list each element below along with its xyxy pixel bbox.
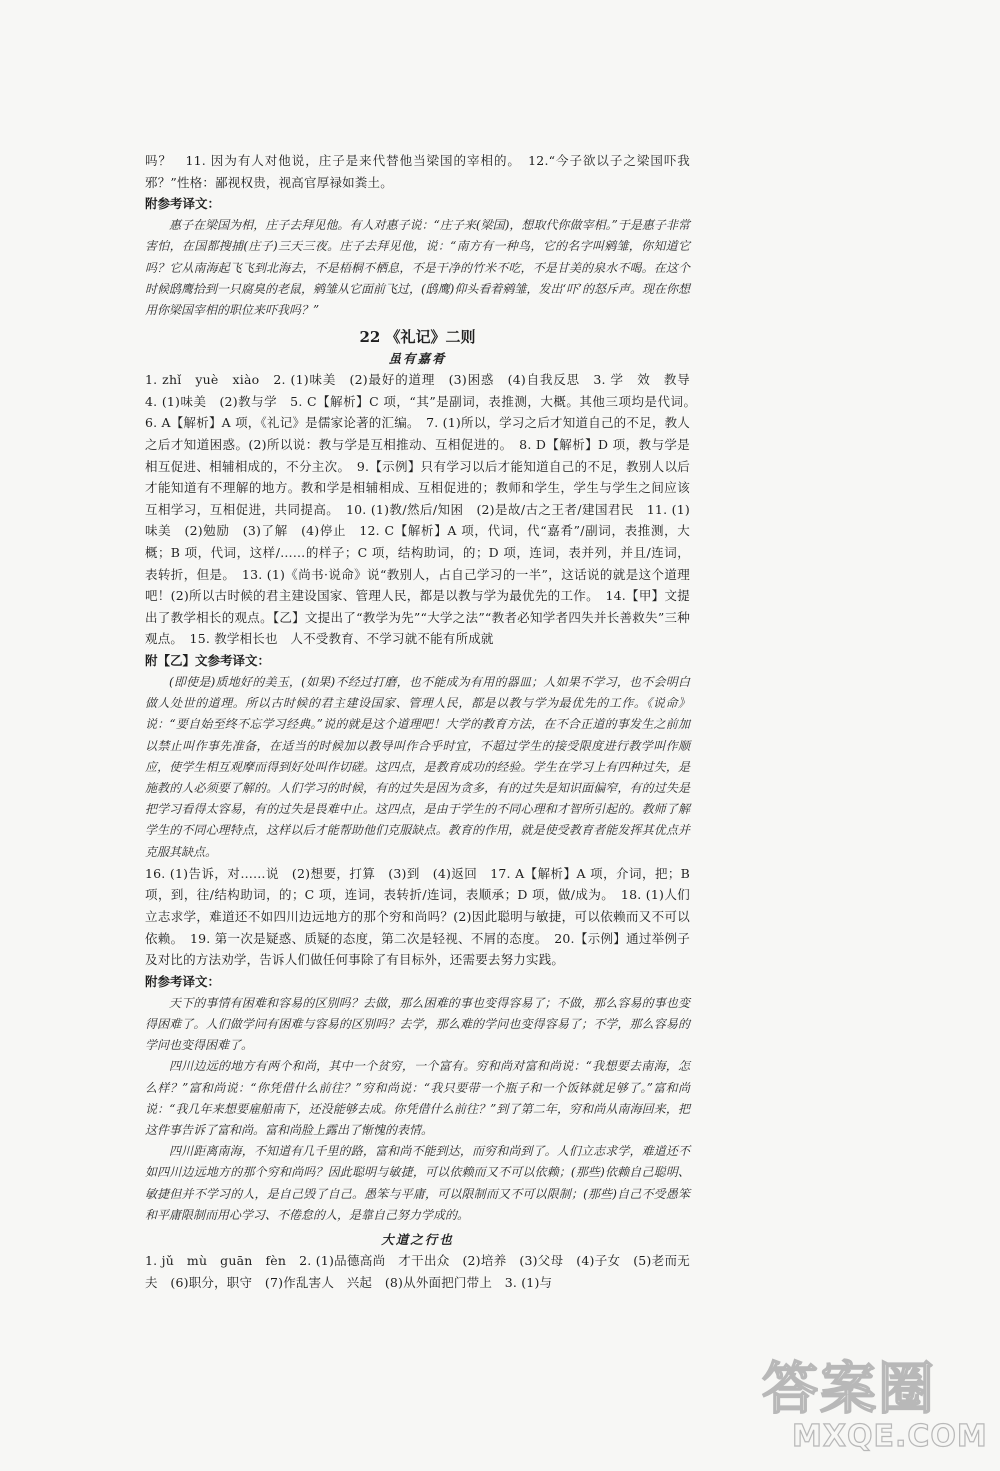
reference-translation-zhuangzi: 惠子在梁国为相，庄子去拜见他。有人对惠子说：“庄子来(梁国)，想取代你做宰相。”于是惠子非常害怕，在国都搜捕(庄子)三天三夜。庄子去拜见他，说：“南方有一种鸟，它的名字叫鹓雏，你知道它吗？它从南海起飞飞到北海去，不是梧桐不栖息，不是干净的竹米不吃，不是甘美的泉水不喝。在这个时候鸱鹰拾到一只腐臭的老鼠，鹓雏从它面前飞过，(鸱鹰)仰头看着鹓雏，发出‘吓’的怒斥声。现在你想用你梁国宰相的职位来吓我吗？”	[145, 218, 690, 317]
section-title-dadao: 大道之行也	[381, 1231, 454, 1247]
watermark-text: 答案圈	[762, 1357, 936, 1422]
reference-translation-label-2: 附参考译文：	[145, 973, 221, 989]
reference-translation-label: 附参考译文：	[145, 196, 221, 212]
watermark-logo	[762, 1345, 988, 1465]
section-title-22: 22 《礼记》二则	[359, 328, 476, 347]
watermark-url: MXQE.COM	[792, 1419, 988, 1454]
reference-translation-para-1: 天下的事情有困难和容易的区别吗？去做，那么困难的事也变得容易了；不做，那么容易的事也变得困难了。人们做学问有困难与容易的区别吗？去学，那么难的学问也变得容易了；不学，那么容易的学问也变得困难了。	[145, 995, 690, 1053]
reference-translation-yi: (即使是)质地好的美玉，(如果)不经过打磨，也不能成为有用的器皿；人如果不学习，也不会明白做人处世的道理。所以古时候的君主建设国家、管理人民，都是以教与学为最优先的工作。《说命》说：“要自始至终不忘学习经典。”说的就是这个道理吧！大学的教育方法，在不合正道的事发生之前加以禁止叫作事先准备，在适当的时候加以教导叫作合乎时宜，不超过学生的接受限度进行教学叫作顺应，使学生相互观摩而得到好处叫作切磋。这四点，是教育成功的经验。学生在学习上有四种过失，是施教的人必须要了解的。人们学习的时候，有的过失是因为贪多，有的过失是知识面偏窄，有的过失是把学习看得太容易，有的过失是畏难中止。这四点，是由于学生的不同心理和才智所引起的。教师了解学生的不同心理特点，这样以后才能帮助他们克服缺点。教育的作用，就是使受教育者能发挥其优点并克服其缺点。	[145, 674, 690, 859]
document-page	[145, 150, 703, 1293]
reference-translation-yi-label: 附【乙】文参考译文：	[145, 652, 271, 668]
section-subtitle-suiyoujiayao: 虽有嘉肴	[388, 351, 447, 367]
reference-translation-para-2: 四川边远的地方有两个和尚，其中一个贫穷，一个富有。穷和尚对富和尚说：“我想要去南海，怎么样？”富和尚说：“你凭借什么前往？”穷和尚说：“我只要带一个瓶子和一个饭钵就足够了。”富和尚说：“我几年来想要雇船南下，还没能够去成。你凭借什么前往？”到了第二年，穷和尚从南海回来，把这件事告诉了富和尚。富和尚脸上露出了惭愧的表情。	[145, 1059, 690, 1137]
answers-dadao: 1. jǔ mù guān fèn 2. (1)品德高尚 才干出众 (2)培养 (3)父母 (4)子女 (5)老而无夫 (6)职分，职守 (7)作乱害人 兴起 (8)从外面把门带上 3. (1)与	[145, 1252, 690, 1290]
answers-11-12: 吗？ 11. 因为有人对他说，庄子是来代替他当梁国的宰相的。 12.“今子欲以子之梁国吓我邪？”性格：鄙视权贵，视高官厚禄如粪土。	[145, 153, 690, 190]
answers-section-22: 1. zhǐ yuè xiào 2. (1)味美 (2)最好的道理 (3)困惑 (4)自我反思 3. 学 效 教导 4. (1)味美 (2)教与学 5. C【解析】C 项，“其”是副词，表推测，大概。其他三项均是代词。 6. A【解析】A 项，《礼记》是儒家论著的汇编。 7. (1)所以，学习之后才知道自己的不足，教人之后才知道困惑。(2)所以说：教与学是互相推动、互相促进的。 8. D【解析】D 项，教与学是相互促进、相辅相成的，不分主次。 9.【示例】只有学习以后才能知道自己的不足，教别人以后才能知道有不理解的地方。教和学是相辅相成、互相促进的；教师和学生，学生与学生之间应该互相学习，互相促进，共同提高。 10. (1)教/然后/知困 (2)是故/古之王者/建国君民 11. (1)味美 (2)勉励 (3)了解 (4)停止 12. C【解析】A 项，代词，代“嘉肴”/副词，表推测，大概；B 项，代词，这样/……的样子；C 项，结构助词，的；D 项，连词，表并列，并且/连词，表转折，但是。 13. (1)《尚书·说命》说“教别人，占自己学习的一半”，这话说的就是这个道理吧！(2)所以古时候的君主建设国家、管理人民，都是以教与学为最优先的工作。 14.【甲】文提出了教学相长的观点。【乙】文提出了“教学为先”“大学之法”“教者必知学者四失并长善救失”三种观点。 15. 教学相长也 人不受教育、不学习就不能有所成就	[145, 372, 703, 647]
reference-translation-para-3: 四川距离南海，不知道有几千里的路，富和尚不能到达，而穷和尚到了。人们立志求学，难道还不如四川边远地方的那个穷和尚吗？因此聪明与敏捷，可以依赖而又不可以依赖；(那些)依赖自己聪明、敏捷但并不学习的人，是自己毁了自己。愚笨与平庸，可以限制而又不可以限制；(那些)自己不受愚笨和平庸限制而用心学习、不倦怠的人，是靠自己努力学成的。	[145, 1144, 690, 1222]
answers-16-20: 16. (1)告诉，对……说 (2)想要，打算 (3)到 (4)返回 17. A【解析】A 项，介词，把；B 项，到，往/结构助词，的；C 项，连词，表转折/连词，表顺承；D 项，做/成为。 18. (1)人们立志求学，难道还不如四川边远地方的那个穷和尚吗？(2)因此聪明与敏捷，可以依赖而又不可以依赖。 19. 第一次是疑惑、质疑的态度，第二次是轻视、不屑的态度。 20.【示例】通过举例子及对比的方法劝学，告诉人们做任何事除了有目标外，还需要去努力实践。	[145, 865, 690, 968]
